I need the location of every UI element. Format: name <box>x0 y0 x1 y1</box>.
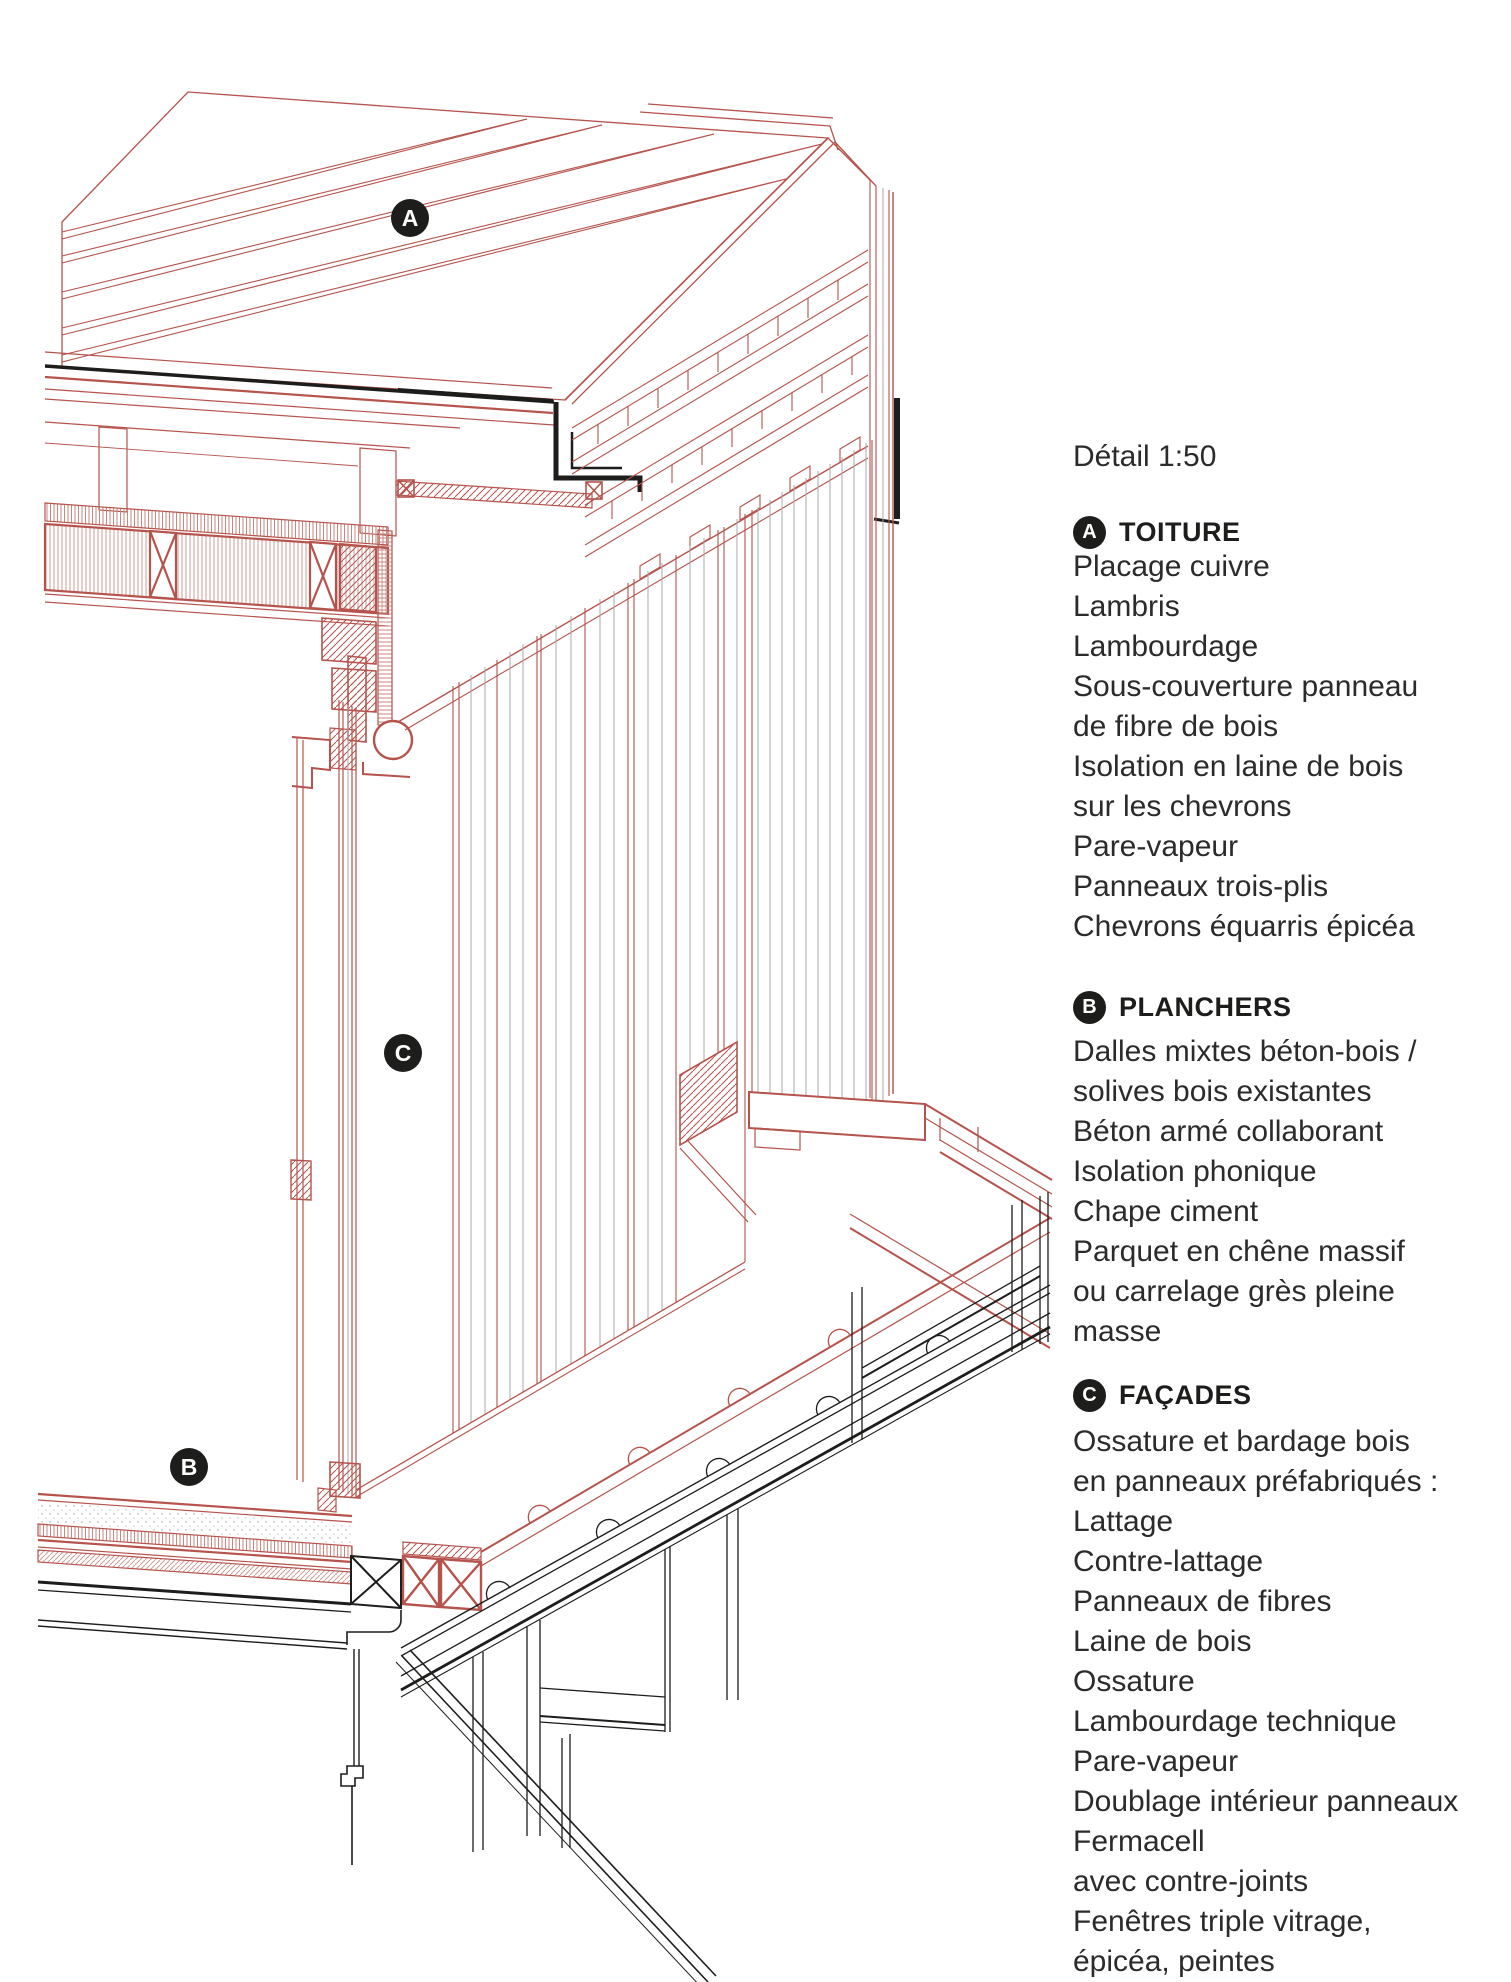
legend-line: ou carrelage grès pleine <box>1073 1275 1395 1308</box>
planchers-items <box>1073 1032 1503 1352</box>
badge-c: C <box>1073 1379 1106 1412</box>
legend-line: Isolation phonique <box>1073 1155 1317 1188</box>
legend-line: Lambris <box>1073 590 1180 623</box>
existing-facade <box>38 1192 1050 1982</box>
legend-line: Doublage intérieur panneaux <box>1073 1785 1459 1818</box>
legend-line: Sous-couverture panneau <box>1073 670 1419 703</box>
legend-line: sur les chevrons <box>1073 790 1292 823</box>
facades-items <box>1073 1422 1503 1982</box>
legend-line: Chevrons équarris épicéa <box>1073 910 1415 943</box>
legend-line: Dalles mixtes béton-bois / <box>1073 1035 1417 1068</box>
legend-line: Laine de bois <box>1073 1625 1252 1658</box>
svg-text:C: C <box>394 1040 412 1066</box>
legend-line: Placage cuivre <box>1073 550 1270 583</box>
legend-line: Lambourdage <box>1073 630 1259 663</box>
legend-line: en panneaux préfabriqués : <box>1073 1465 1439 1498</box>
legend-line: Panneaux trois-plis <box>1073 870 1329 903</box>
section-title-planchers: PLANCHERS <box>1119 992 1292 1022</box>
toiture-items <box>1073 547 1503 947</box>
legend-line: Parquet en chêne massif <box>1073 1235 1405 1268</box>
scale-label: Détail 1:50 <box>1073 440 1217 473</box>
corner-reveal-strips <box>291 700 360 1512</box>
legend-line: Contre-lattage <box>1073 1545 1264 1578</box>
legend-line: Pare-vapeur <box>1073 830 1239 863</box>
legend-line: épicéa, peintes <box>1073 1945 1275 1978</box>
legend-line: Panneaux de fibres <box>1073 1585 1332 1618</box>
badge-a: A <box>1073 516 1106 549</box>
marker-c <box>384 1034 422 1072</box>
section-title-facades: FAÇADES <box>1119 1380 1252 1410</box>
legend-section-toiture <box>1073 517 1503 947</box>
legend-line: Chape ciment <box>1073 1195 1259 1228</box>
roof-plane <box>62 92 876 404</box>
legend-line: Fermacell <box>1073 1825 1205 1858</box>
svg-text:A: A <box>401 205 419 231</box>
vent-slats <box>612 357 852 519</box>
svg-text:B: B <box>180 1454 198 1480</box>
badge-b: B <box>1073 991 1106 1024</box>
ledge-scallops <box>528 1329 850 1523</box>
legend-line: Lambourdage technique <box>1073 1705 1397 1738</box>
legend-line: masse <box>1073 1315 1162 1348</box>
legend-line: solives bois existantes <box>1073 1075 1372 1108</box>
section-title-toiture: TOITURE <box>1119 517 1241 547</box>
marker-b <box>170 1448 208 1486</box>
legend-line: Béton armé collaborant <box>1073 1115 1384 1148</box>
legend-panel <box>1073 437 1503 1982</box>
roof-buildup-section <box>45 503 412 788</box>
legend-line: Fenêtres triple vitrage, <box>1073 1905 1372 1938</box>
legend-line: avec contre-joints <box>1073 1865 1309 1898</box>
legend-line: Ossature <box>1073 1665 1195 1698</box>
legend-line: Isolation en laine de bois <box>1073 750 1404 783</box>
marker-a <box>391 199 429 237</box>
legend-line: Pare-vapeur <box>1073 1745 1239 1778</box>
legend-section-planchers <box>1073 992 1503 1352</box>
gutter-pipe <box>374 721 412 759</box>
legend-line: Lattage <box>1073 1505 1174 1538</box>
legend-line: Ossature et bardage bois <box>1073 1425 1410 1458</box>
floor-slab-section <box>38 1218 1050 1610</box>
legend-section-facades <box>1073 1380 1503 1982</box>
legend-line: de fibre de bois <box>1073 710 1279 743</box>
cornice-scallops <box>486 1335 950 1600</box>
